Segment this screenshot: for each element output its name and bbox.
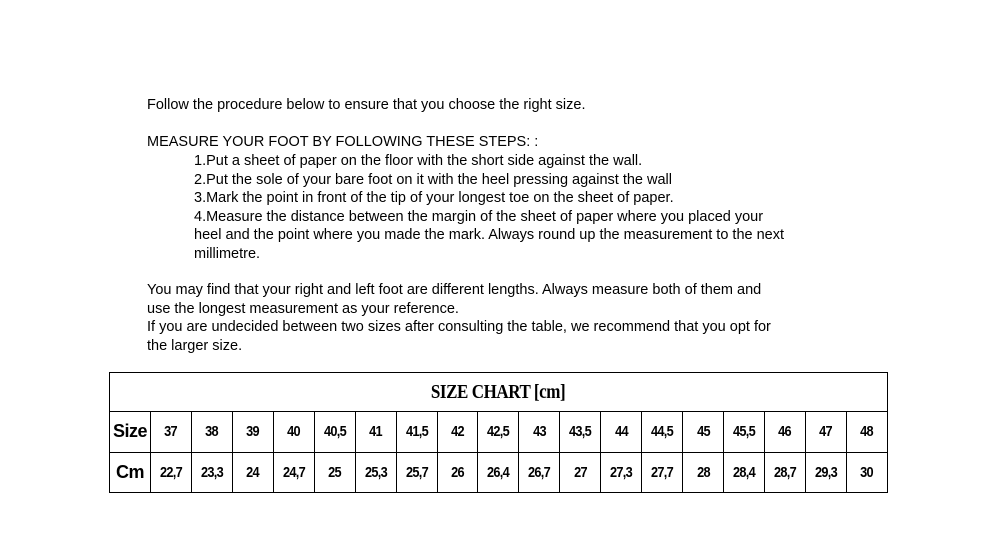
cell-value: 47 [819,423,833,441]
cell-value: 48 [860,423,874,441]
note-line: use the longest measurement as your reference. [147,300,459,317]
table-cell [478,452,519,492]
step-line: 1.Put a sheet of paper on the floor with the short side against the wall. [194,153,643,169]
cell-value: 24,7 [282,463,305,481]
table-cell [478,412,519,452]
cell-value: 27 [573,463,587,481]
cell-value: 41 [369,423,383,441]
step-line: heel and the point where you made the mark. Always round up the measurement to the next [194,227,785,243]
table-cell [519,412,560,452]
cell-value: 43,5 [569,423,592,441]
cell-value: 26 [451,463,464,481]
table-row [110,452,888,492]
size-chart-title-text: SIZE CHART [cm] [431,380,566,403]
cell-value: 29,3 [814,463,837,481]
cell-value: 42 [451,423,464,441]
cell-value: 25,3 [364,463,387,481]
table-cell [765,452,806,492]
table-cell [519,452,560,492]
table-cell [560,412,601,452]
cell-value: 46 [778,423,792,441]
table-cell [805,412,846,452]
table-cell [601,452,642,492]
step-line: millimetre. [194,245,261,262]
note-line: If you are undecided between two sizes after consulting the table, we recommend that you opt for [147,319,771,335]
cell-value: 27,7 [651,463,674,481]
table-cell [437,452,478,492]
cell-value: 44,5 [651,423,674,441]
size-chart-table [109,372,888,493]
table-cell [642,412,683,452]
table-cell [765,412,806,452]
table-cell [846,412,887,452]
table-cell [191,452,232,492]
cell-value: 22,7 [159,463,182,481]
note-line: the larger size. [147,337,243,354]
table-cell [314,452,355,492]
notes-paragraph [147,281,771,355]
cell-value: 39 [246,423,260,441]
table-cell [846,452,887,492]
row-header: Cm [110,452,151,492]
cell-value: 40 [287,423,301,441]
table-cell [150,412,191,452]
table-cell [642,452,683,492]
cell-value: 44 [614,423,628,441]
cell-value: 27,3 [610,463,633,481]
cell-value: 30 [860,463,874,481]
steps-list [194,152,784,263]
cell-value: 42,5 [487,423,510,441]
table-cell [273,452,314,492]
cell-value: 25 [328,463,342,481]
cell-value: 25,7 [405,463,428,481]
step-line: 2.Put the sole of your bare foot on it with the heel pressing against the wall [194,171,672,188]
cell-value: 40,5 [323,423,346,441]
cell-value: 45 [696,423,710,441]
table-cell [355,412,396,452]
cell-value: 45,5 [732,423,756,441]
table-cell [273,412,314,452]
cell-value: 23,3 [200,463,223,481]
table-cell [396,412,437,452]
cell-value: 38 [205,423,219,441]
steps-heading: MEASURE YOUR FOOT BY FOLLOWING THESE STEPS: : [147,134,539,150]
table-cell [437,412,478,452]
table-cell [724,452,765,492]
table-cell [601,412,642,452]
table-cell [683,452,724,492]
cell-value: 28,7 [773,463,797,481]
cell-value: 28,4 [732,463,756,481]
cell-value: 41,5 [405,423,428,441]
table-cell [191,412,232,452]
cell-value: 37 [164,423,178,441]
table-cell [560,452,601,492]
note-line: You may find that your right and left foot are different lengths. Always measure both of them and [147,282,762,298]
table-cell [314,412,355,452]
table-cell [683,412,724,452]
table-row [110,412,888,452]
table-cell [805,452,846,492]
row-header: Size [110,412,151,452]
size-chart-title [110,373,888,412]
cell-value: 26,7 [528,463,551,481]
cell-value: 28 [696,463,710,481]
table-cell [232,412,273,452]
cell-value: 43 [532,423,546,441]
step-line: 4.Measure the distance between the margin of the sheet of paper where you placed your [194,208,764,225]
table-cell [232,452,273,492]
table-cell [355,452,396,492]
cell-value: 24 [246,463,260,481]
table-cell [150,452,191,492]
table-cell [724,412,765,452]
table-cell [396,452,437,492]
step-line: 3.Mark the point in front of the tip of your longest toe on the sheet of paper. [194,190,674,206]
intro-text: Follow the procedure below to ensure that you choose the right size. [147,97,586,113]
cell-value: 26,4 [487,463,510,481]
